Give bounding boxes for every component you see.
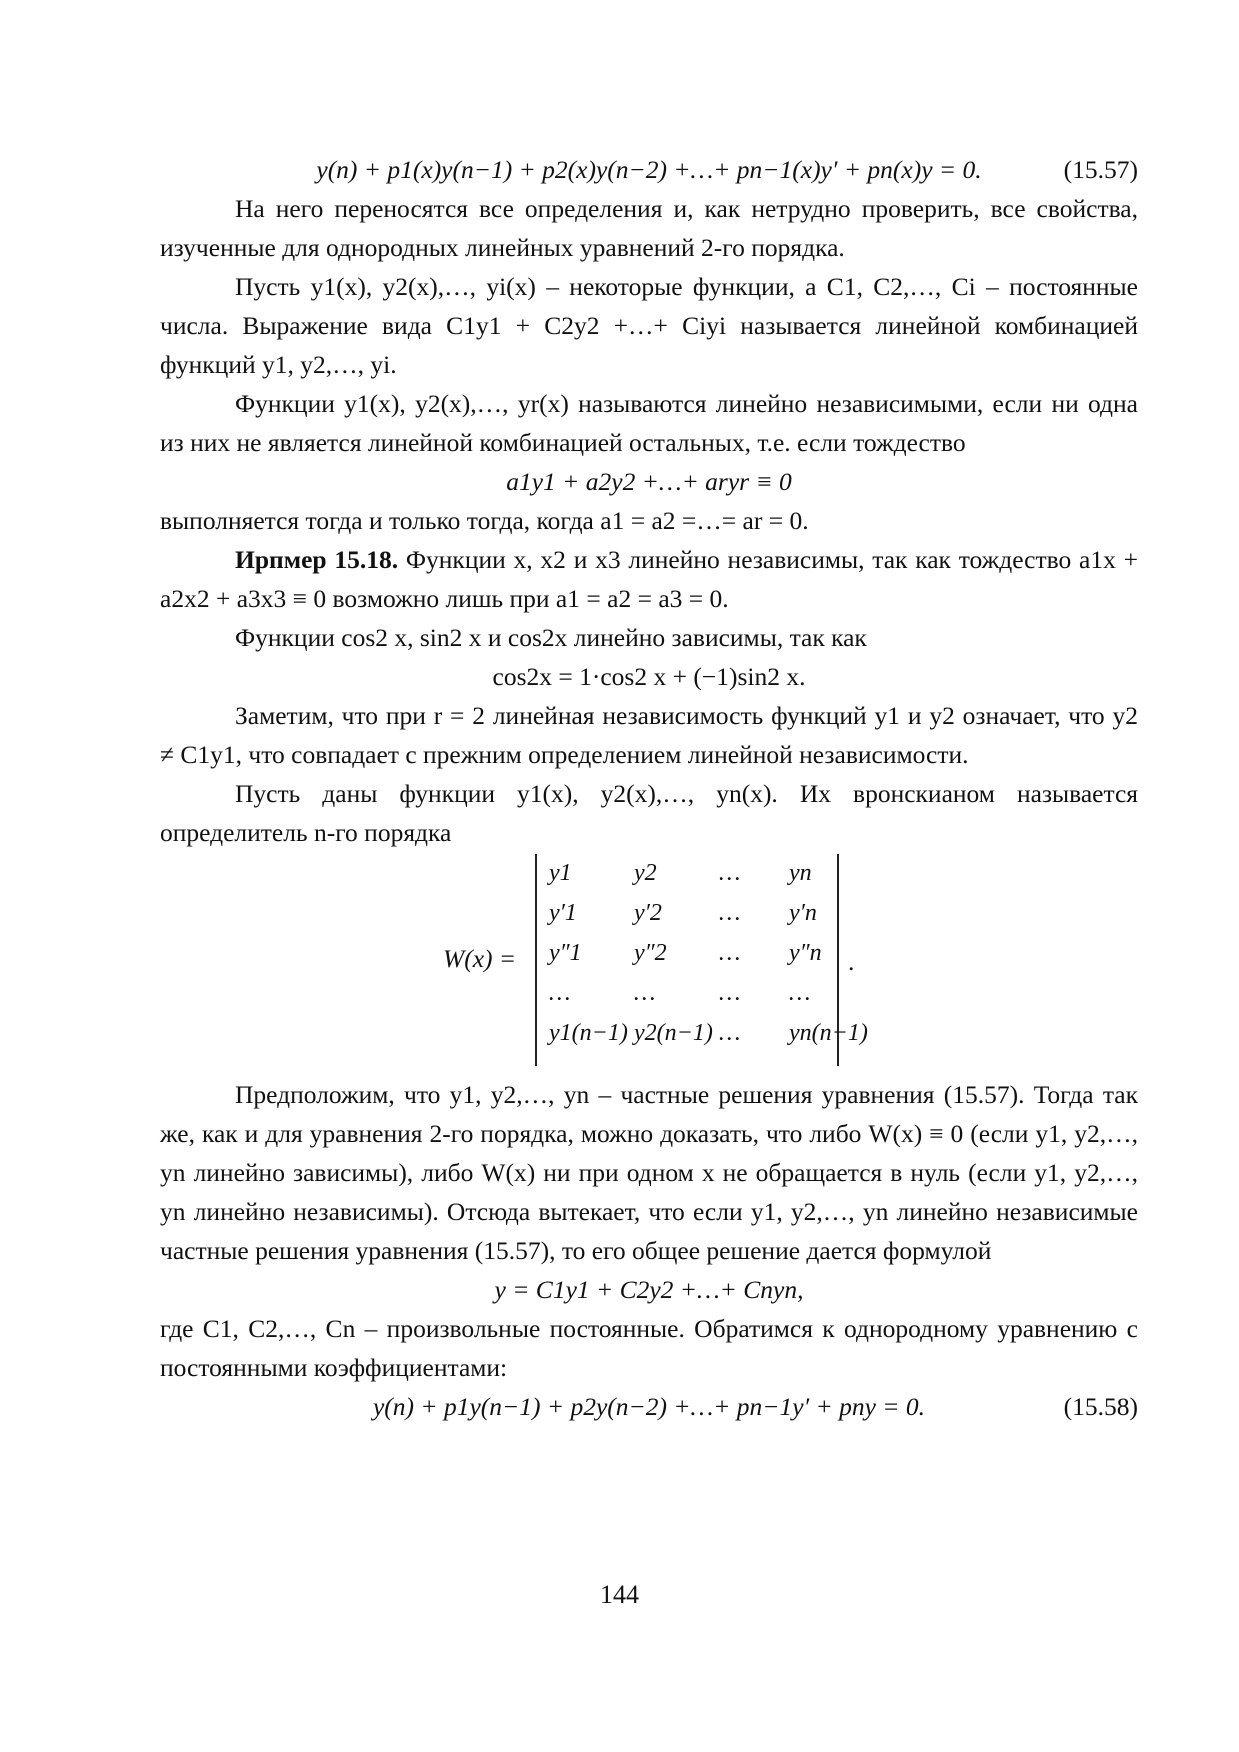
equation-text: y(n) + p1(x)y(n−1) + p2(x)y(n−2) +…+ pn−1(x)y′ + pn(x)y = 0. (316, 155, 982, 184)
equation-text: y(n) + p1y(n−1) + p2y(n−2) +…+ pn−1y′ + pny = 0. (372, 1392, 926, 1421)
example-text: Функции x, x2 и x3 линейно независимы, так как тождество a1x + a2x2 + a3x3 ≡ 0 возможно лишь при a1 = a2 = a3 = 0. (160, 545, 1138, 613)
paragraph: где C1, C2,…, Cn – произвольные постоянные. Обратимся к однородному уравнению с постоянными коэффициентами: (160, 1314, 1138, 1382)
equation-text: a1y1 + a2y2 +…+ aryr ≡ 0 (506, 467, 792, 496)
equation-number: (15.58) (1063, 1392, 1138, 1421)
determinant-matrix (535, 854, 868, 1066)
example-label: Ирпмер 15.18. (235, 545, 399, 574)
matrix-cell: yn (789, 860, 812, 886)
equation-text: y = C1y1 + C2y2 +…+ Cnyn, (494, 1275, 804, 1304)
matrix-cell: y″n (789, 940, 822, 966)
equation-number: (15.57) (1063, 155, 1138, 184)
general-solution-equation (160, 1270, 1138, 1309)
wronskian-lhs: W(x) = (443, 944, 517, 973)
matrix-cell: … (634, 980, 656, 1006)
matrix-cell: y′n (789, 900, 817, 926)
paragraph: Заметим, что при r = 2 линейная независимость функций y1 и y2 означает, что y2 ≠ C1y1, что совпадает с прежним определением линейной независимости. (160, 701, 1138, 769)
paragraph: Функции y1(x), y2(x),…, yr(x) называются линейно независимыми, если ни одна из них не является линейной комбинацией остальных, т.е. если тождество (160, 389, 1138, 457)
matrix-cell: y″1 (549, 940, 582, 966)
matrix-cell: … (789, 980, 811, 1006)
matrix-cell: yn(n−1) (789, 1020, 868, 1046)
equation-15-58 (160, 1387, 1138, 1426)
paragraph: Функции cos2 x, sin2 x и cos2x линейно зависимы, так как (235, 623, 867, 652)
equation-15-57 (160, 150, 1138, 189)
matrix-cell: … (719, 980, 741, 1006)
paragraph: Пусть даны функции y1(x), y2(x),…, yn(x). Их вронскианом называется определитель n-го порядка (160, 779, 1138, 847)
matrix-cell: y2 (634, 860, 657, 886)
matrix-cell: … (719, 940, 741, 966)
matrix-cell: y1 (549, 860, 572, 886)
paragraph: Предположим, что y1, y2,…, yn – частные решения уравнения (15.57). Тогда так же, как и для уравнения 2-го порядка, можно доказать, что либо W(x) ≡ 0 (если y1, y2,…, yn линейно зависимы), либо W(x) ни при одном x не обращается в нуль (если y1, y2,…, yn линейно независимы). Отсюда вытекает, что если y1, y2,…, yn линейно независимые частные решения уравнения (15.57), то его общее решение дается формулой (160, 1080, 1138, 1265)
page-body (160, 150, 1138, 1426)
matrix-cell: y″2 (634, 940, 667, 966)
matrix-cell: … (719, 860, 741, 886)
wronskian-determinant (160, 854, 1138, 1069)
matrix-cell: … (719, 1020, 741, 1046)
matrix-cell: … (719, 900, 741, 926)
identity-equation (160, 462, 1138, 501)
matrix-cell: y′1 (549, 900, 577, 926)
matrix-cell: y′2 (634, 900, 662, 926)
page-number: 144 (600, 1580, 639, 1609)
matrix-cell: y1(n−1) (549, 1020, 628, 1046)
equation-text: cos2x = 1·cos2 x + (−1)sin2 x. (492, 662, 806, 691)
matrix-cell: y2(n−1) (634, 1020, 713, 1046)
cos-identity-equation (160, 657, 1138, 696)
matrix-cell: … (549, 980, 571, 1006)
determinant-period: . (848, 947, 855, 976)
paragraph: На него переносятся все определения и, как нетрудно проверить, все свойства, изученные для однородных линейных уравнений 2-го порядка. (160, 194, 1138, 262)
paragraph: выполняется тогда и только тогда, когда a1 = a2 =…= ar = 0. (160, 506, 809, 535)
example-paragraph (160, 540, 1138, 618)
paragraph: Пусть y1(x), y2(x),…, yi(x) – некоторые функции, а C1, C2,…, Ci – постоянные числа. Выражение вида C1y1 + C2y2 +…+ Ciyi называется линейной комбинацией функций y1, y2,…, yi. (160, 272, 1138, 379)
